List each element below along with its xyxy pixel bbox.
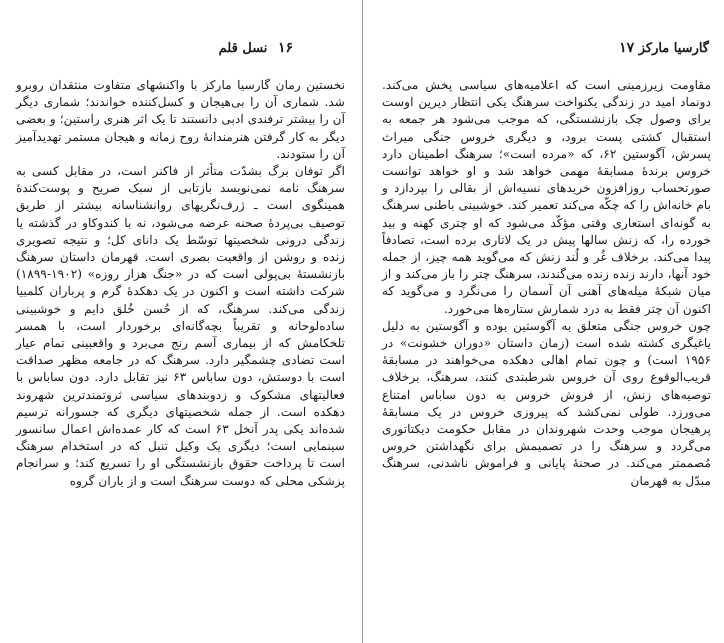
- left-page-number: ۱۶: [277, 40, 293, 56]
- right-page-number: ۱۷: [619, 40, 635, 56]
- right-page: [374, 0, 719, 643]
- left-running-head: [10, 40, 293, 60]
- left-running-head-title: نسل قلم: [218, 41, 268, 56]
- right-paragraph-1: مقاومت زیرزمینی است که اعلامیه‌های سیاسی پخش می‌کند. دونماد امید در زندگی یکنواخت سرهنگ یکی انتظار دیرین اوست برای وصول چک بازنشستگی، که موجب می‌شود هر جمعه به استقبال کشتی پست برود، و دیگری خروس جنگی میراث پسرش، آگوستین ۶۲، که «مرده است»؛ سرهنگ اطمینان دارد خروس برندهٔ مسابقهٔ مهمی خواهد شد و او خواهد توانست صورتحساب روزافزون خریدهای نسیه‌اش از بقالی را بپردازد و بام خانه‌اش را که چکّه می‌کند تعمیر کند. خوشبینی باطنی سرهنگ به گونه‌ای استعاری وقتی مؤکّد می‌شود که او چتری کهنه و بید خورده را، که زنش سالها پیش در یک لاتاری برده است، تصادفاً پیدا می‌کند. برخلاف غُر و لُند زنش که می‌گوید همه چیز، از جمله خود آنها، دارند زنده زنده می‌گندند، سرهنگ چتر را باز می‌کند و از میان شبکهٔ میله‌های آهنی آن آسمان را می‌نگرد و می‌گوید که اکنون آن چتر فقط به درد شمارش ستاره‌ها می‌خورد.: [382, 78, 711, 316]
- right-running-head: [494, 40, 709, 60]
- left-page-body: [16, 77, 345, 490]
- right-running-head-title: گارسیا مارکز: [638, 41, 709, 56]
- right-page-body: [382, 77, 711, 490]
- page-gutter-divider: [362, 0, 363, 643]
- left-page: [8, 0, 353, 643]
- left-paragraph-1: نخستین رمان گارسیا مارکز با واکنشهای متفاوت منتقدان روبرو شد. شماری آن را بی‌هیجان و کسل‌کننده خواندند؛ شماری دیگر آن را بیشتر ترفندی ادبی دانستند تا یک اثر هنری راستین؛ و بعضی دیگر به کار گرفتن هنرمندانهٔ روح زمانه و هیجان مستمر تهدیدآمیز آن را ستودند.: [16, 78, 345, 161]
- left-paragraph-2: اگر توفان برگ بشدّت متأثر از فاکنر است، در مقابل کسی به سرهنگ نامه نمی‌نویسد بازتابی از سبک صریح و پوست‌کندهٔ همینگوی است ـ ژرف‌نگریهای روانشناسانه بیشتر از طریق توصیف بی‌پردهٔ صحنه عرضه می‌شود، نه با کندوکاو در گذشته یا زندگی درونی شخصیتها توسّط یک دانای کل؛ و نتیجه تصویری زنده و روشن از واقعیت بصری است. قهرمان داستان سرهنگ بازنشستهٔ بی‌پولی است که در «جنگ هزار روزه» (۱۹۰۲-۱۸۹۹) شرکت داشته است و اکنون در یک دهکدهٔ گرم و پرباران کلمبیا زندگی می‌کند. سرهنگ، که از حُسن خُلق دایم و خوشبینی ساده‌لوحانه و تقریباً بچه‌گانه‌ای برخوردار است، با همسر تلخکامش که از بیماری آسم رنج می‌برد و واقعبینی تمام عیار است تضادی چشمگیر دارد. سرهنگ که در جامعه مظهر صداقت است با دوستش، دون ساباس ۶۳ نیز تقابل دارد. دون ساباس با فعالیتهای مشکوک و زدوبندهای سیاسی ثروتمندترین شهروند دهکده است. از جمله شخصیتهای دیگری که جسورانه ترسیم شده‌اند یکی پدر آنخل ۶۳ است که کار عمده‌اش اعمال سانسور سینمایی است؛ دیگری یک وکیل تنبل که در استخدام سرهنگ است تا پرداخت حقوق بازنشستگی او را تسریع کند؛ و سرانجام پزشکی محلی که دوست سرهنگ است و از یاران گروه: [16, 164, 345, 488]
- right-paragraph-2: چون خروس جنگی متعلق به آگوستین بوده و آگوستین به دلیل یاغیگری کشته شده است (زمان داستان «دوران خشونت» در ۱۹۵۶ است) و چون تمام اهالی دهکده می‌خواهند در مسابقهٔ قریب‌الوقوع روی آن خروس شرطبندی کنند، سرهنگ، برخلاف توصیه‌های زنش، از فروش خروس به دون ساباس امتناع می‌ورزد. طولی نمی‌کشد که پیروزی خروس در یک مسابقهٔ پرهیجان موجب وحدت شهروندان در مقابل حکومت دیکتاتوری می‌گردد و سرهنگ را در تصمیمش برای نگهداشتن خروس مُصممتر می‌کند. در صحنهٔ پایانی و فراموش ناشدنی، سرهنگ مبدّل به قهرمان: [382, 318, 711, 488]
